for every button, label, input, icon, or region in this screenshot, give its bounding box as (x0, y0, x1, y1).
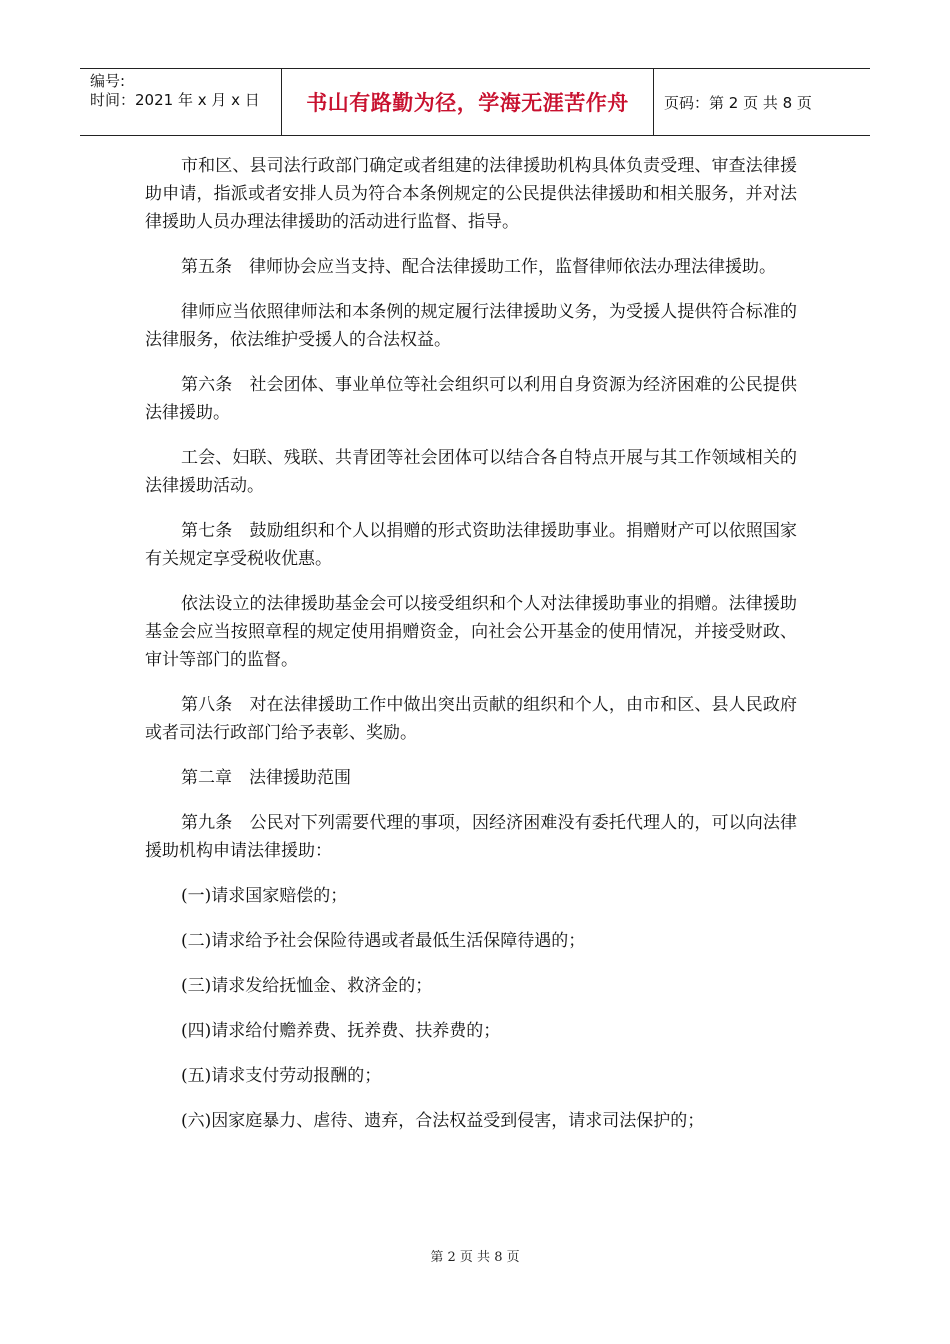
body-paragraph: 律师应当依照律师法和本条例的规定履行法律援助义务，为受援人提供符合标准的法律服务，依法维护受援人的合法权益。 (145, 302, 797, 350)
list-item: (四)请求给付赡养费、抚养费、扶养费的； (181, 1021, 501, 1041)
document-header (80, 68, 870, 136)
list-item: (六)因家庭暴力、虐待、遗弃，合法权益受到侵害，请求司法保护的； (181, 1111, 705, 1131)
document-date: 时间：2021 年 x 月 x 日 (90, 91, 260, 109)
body-paragraph: 市和区、县司法行政部门确定或者组建的法律援助机构具体负责受理、审查法律援助申请，指派或者安排人员为符合本条例规定的公民提供法律援助和相关服务，并对法律援助人员办理法律援助的活动进行监督、指导。 (145, 156, 797, 232)
document-number-label: 编号: (90, 72, 126, 90)
page-footer: 第 2 页 共 8 页 (430, 1250, 520, 1265)
article-9: 第九条 公民对下列需要代理的事项，因经济困难没有委托代理人的，可以向法律援助机构申请法律援助： (145, 813, 797, 861)
chapter-heading: 第二章 法律援助范围 (181, 768, 351, 788)
body-paragraph: 工会、妇联、残联、共青团等社会团体可以结合各自特点开展与其工作领域相关的法律援助活动。 (145, 448, 797, 496)
header-motto: 书山有路勤为径，学海无涯苦作舟 (282, 69, 654, 135)
header-page-info: 页码：第 2 页 共 8 页 (664, 93, 812, 112)
list-item: (二)请求给予社会保险待遇或者最低生活保障待遇的； (181, 931, 586, 951)
body-paragraph: 依法设立的法律援助基金会可以接受组织和个人对法律援助事业的捐赠。法律援助基金会应当按照章程的规定使用捐赠资金，向社会公开基金的使用情况，并接受财政、审计等部门的监督。 (145, 594, 797, 670)
article-7: 第七条 鼓励组织和个人以捐赠的形式资助法律援助事业。捐赠财产可以依照国家有关规定享受税收优惠。 (145, 521, 797, 569)
header-meta (80, 69, 282, 135)
article-8: 第八条 对在法律援助工作中做出突出贡献的组织和个人，由市和区、县人民政府或者司法行政部门给予表彰、奖励。 (145, 695, 797, 743)
list-item: (五)请求支付劳动报酬的； (181, 1066, 382, 1086)
document-body (145, 152, 797, 1152)
list-item: (三)请求发给抚恤金、救济金的； (181, 976, 433, 996)
article-6: 第六条 社会团体、事业单位等社会组织可以利用自身资源为经济困难的公民提供法律援助。 (145, 375, 797, 423)
list-item: (一)请求国家赔偿的； (181, 886, 348, 906)
article-5: 第五条 律师协会应当支持、配合法律援助工作，监督律师依法办理法律援助。 (181, 257, 776, 277)
